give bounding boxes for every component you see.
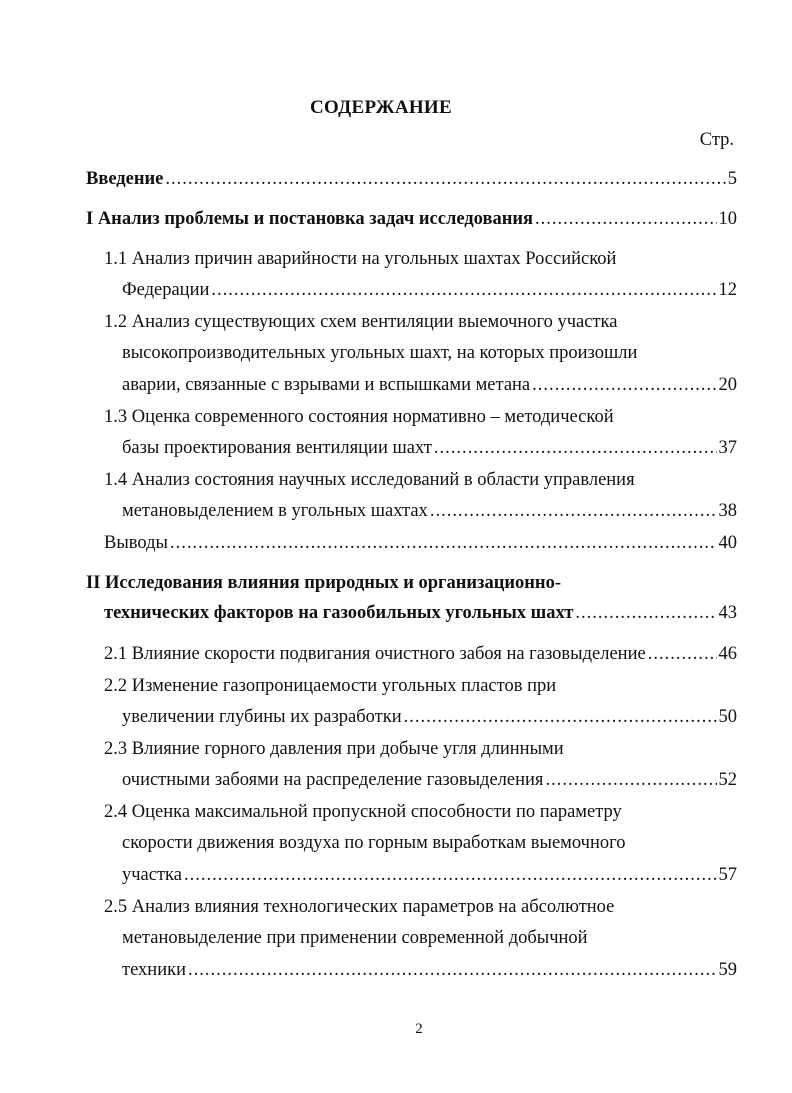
- toc-entry-title: участка: [122, 865, 182, 885]
- leader-dots: [404, 706, 717, 728]
- toc-entry-title: метановыделением в угольных шахтах: [122, 501, 428, 521]
- toc-entry-2-3-line1: 2.3 Влияние горного давления при добыче угля длинными: [104, 739, 564, 759]
- toc-entry-1-4[interactable]: [122, 500, 737, 522]
- toc-entry-title: Введение: [86, 169, 164, 189]
- toc-page-number: 40: [718, 533, 737, 553]
- toc-entry-1-3[interactable]: [122, 437, 737, 459]
- toc-entry-title: I Анализ проблемы и постановка задач исследования: [86, 209, 534, 229]
- leader-dots: [170, 532, 717, 554]
- leader-dots: [188, 959, 717, 981]
- leader-dots: [648, 643, 717, 665]
- leader-dots: [532, 374, 716, 396]
- leader-dots: [575, 602, 716, 624]
- toc-page-number: 12: [718, 280, 737, 300]
- toc-entry-2-4-line1: 2.4 Оценка максимальной пропускной способности по параметру: [104, 802, 622, 822]
- toc-page-number: 5: [727, 169, 737, 189]
- toc-entry-conclusions-1[interactable]: [104, 532, 737, 554]
- toc-entry-1-2-line1: 1.2 Анализ существующих схем вентиляции выемочного участка: [104, 312, 618, 332]
- toc-page-number: 59: [718, 960, 737, 980]
- leader-dots: [184, 864, 717, 886]
- toc-page-number: 46: [718, 644, 737, 664]
- toc-page-number: 38: [718, 501, 737, 521]
- toc-entry-2-5-line1: 2.5 Анализ влияния технологических параметров на абсолютное: [104, 897, 615, 917]
- page-column-header: Стр.: [699, 130, 734, 150]
- toc-page-number: 52: [718, 770, 737, 790]
- toc-entry-chapter-2-line1: II Исследования влияния природных и организационно-: [86, 573, 561, 593]
- toc-page-number: 20: [718, 375, 737, 395]
- toc-entry-2-2[interactable]: [122, 706, 737, 728]
- toc-entry-2-4[interactable]: [122, 864, 737, 886]
- leader-dots: [434, 437, 717, 459]
- toc-page-number: 37: [718, 438, 737, 458]
- leader-dots: [211, 279, 716, 301]
- leader-dots: [165, 168, 725, 190]
- toc-entry-title: увеличении глубины их разработки: [122, 707, 402, 727]
- toc-entry-chapter-2[interactable]: [104, 602, 737, 624]
- toc-entry-intro[interactable]: [86, 168, 737, 190]
- toc-entry-title: 2.1 Влияние скорости подвигания очистного забоя на газовыделение: [104, 644, 646, 664]
- page-title: СОДЕРЖАНИЕ: [310, 97, 452, 118]
- footer-page-number: 2: [415, 1021, 423, 1037]
- toc-page-number: 10: [718, 209, 737, 229]
- leader-dots: [430, 500, 717, 522]
- toc-entry-2-5-line2: метановыделение при применении современной добычной: [122, 928, 588, 948]
- toc-page-number: 50: [718, 707, 737, 727]
- leader-dots: [535, 208, 716, 230]
- toc-entry-title: аварии, связанные с взрывами и вспышками метана: [122, 375, 531, 395]
- toc-entry-1-1[interactable]: [122, 279, 737, 301]
- toc-entry-2-5[interactable]: [122, 959, 737, 981]
- toc-entry-2-3[interactable]: [122, 769, 737, 791]
- toc-entry-2-1[interactable]: [104, 643, 737, 665]
- toc-entry-1-2-line2: высокопроизводительных угольных шахт, на которых произошли: [122, 343, 638, 363]
- toc-entry-title: технических факторов на газообильных угольных шахт: [104, 603, 574, 623]
- toc-entry-title: Выводы: [104, 533, 168, 553]
- toc-page-number: 57: [718, 865, 737, 885]
- toc-entry-1-4-line1: 1.4 Анализ состояния научных исследований в области управления: [104, 470, 635, 490]
- toc-entry-1-2[interactable]: [122, 374, 737, 396]
- toc-entry-1-3-line1: 1.3 Оценка современного состояния нормативно – методической: [104, 407, 614, 427]
- toc-entry-chapter-1[interactable]: [86, 208, 737, 230]
- leader-dots: [545, 769, 716, 791]
- toc-entry-title: Федерации: [122, 280, 210, 300]
- toc-entry-2-2-line1: 2.2 Изменение газопроницаемости угольных пластов при: [104, 676, 557, 696]
- toc-page-number: 43: [718, 603, 737, 623]
- toc-entry-2-4-line2: скорости движения воздуха по горным выработкам выемочного: [122, 833, 626, 853]
- toc-entry-1-1-line1: 1.1 Анализ причин аварийности на угольных шахтах Российской: [104, 249, 617, 269]
- toc-entry-title: базы проектирования вентиляции шахт: [122, 438, 432, 458]
- toc-entry-title: очистными забоями на распределение газовыделения: [122, 770, 544, 790]
- toc-entry-title: техники: [122, 960, 186, 980]
